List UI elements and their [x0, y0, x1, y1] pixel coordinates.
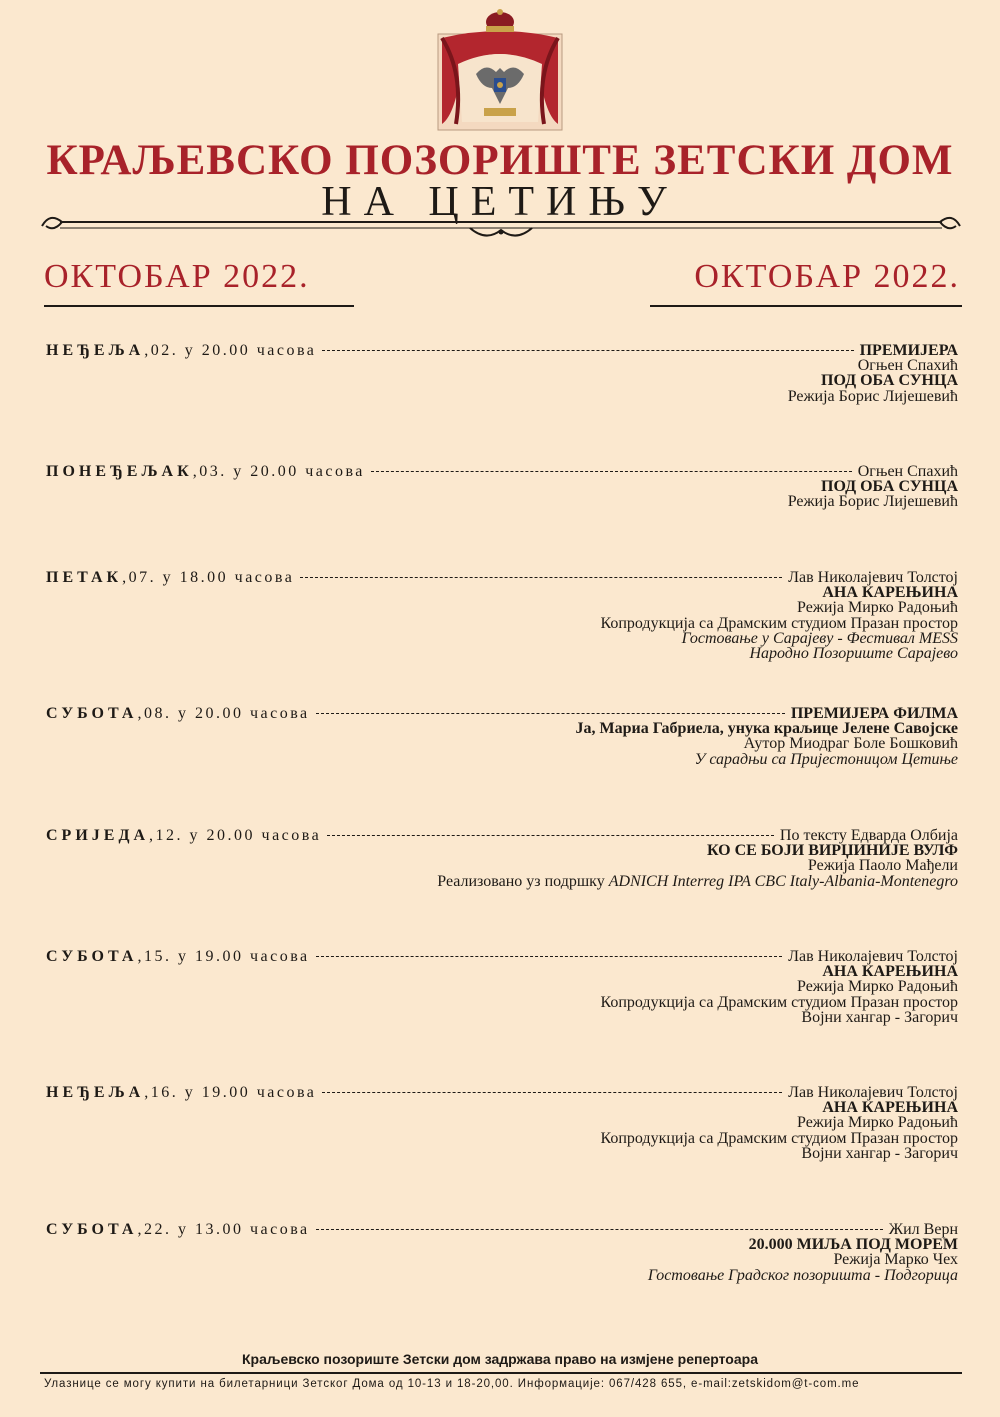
- event-detail: Лав Николајевич Толстој: [788, 1084, 958, 1101]
- event-detail-text: Војни хангар - Загорич: [801, 1008, 958, 1026]
- event-detail: [46, 1268, 958, 1283]
- event-detail: [46, 752, 958, 767]
- event-detail: [46, 964, 958, 979]
- event-first-line: [46, 1222, 958, 1237]
- event-entry: [46, 1085, 958, 1161]
- month-label-left: ОКТОБАР 2022.: [44, 258, 310, 295]
- event-detail-text: Копродукција са Драмским студиом Празан простор: [600, 614, 958, 632]
- event-detail: [46, 1010, 958, 1025]
- event-detail: [46, 736, 958, 751]
- event-date: ,16.: [144, 1084, 179, 1101]
- dotted-leader: [371, 471, 852, 472]
- event-detail: [46, 1252, 958, 1267]
- event-day: СУБОТА: [46, 1221, 138, 1238]
- event-day: ПЕТАК: [46, 569, 123, 586]
- month-label-right: ОКТОБАР 2022.: [694, 258, 960, 295]
- event-detail-text: ПОД ОБА СУНЦА: [821, 372, 958, 390]
- event-day: СУБОТА: [46, 705, 138, 722]
- event-detail-text: АНА КАРЕЊИНА: [822, 584, 958, 602]
- event-detail-text: Режија Борис Лијешевић: [787, 387, 958, 405]
- event-entry: [46, 1222, 958, 1283]
- event-day: НЕЂЕЉА: [46, 342, 145, 359]
- event-time: у 20.00 часова: [183, 827, 322, 844]
- event-date: ,02.: [144, 342, 179, 359]
- event-date: ,07.: [122, 569, 157, 586]
- event-detail: [46, 600, 958, 615]
- event-detail: Огњен Спахић: [857, 463, 958, 480]
- event-date: ,15.: [137, 948, 172, 965]
- month-underline-right: [650, 305, 962, 307]
- event-time: у 20.00 часова: [171, 705, 310, 722]
- event-detail: [46, 979, 958, 994]
- event-detail-text: Режија Паоло Мађели: [807, 857, 958, 875]
- event-detail-text: АНА КАРЕЊИНА: [822, 1099, 958, 1117]
- event-entry: [46, 464, 958, 510]
- event-time: у 19.00 часова: [171, 948, 310, 965]
- event-time: у 20.00 часова: [178, 342, 317, 359]
- event-detail: [46, 616, 958, 631]
- event-detail-text: Огњен Спахић: [857, 357, 958, 375]
- dotted-leader: [316, 1229, 883, 1230]
- event-detail: [46, 373, 958, 388]
- event-day: СУБОТА: [46, 948, 138, 965]
- event-detail-text: Гостовање Градског позоришта - Подгорица: [647, 1266, 958, 1284]
- event-detail: [46, 1146, 958, 1161]
- event-detail: [46, 874, 958, 889]
- event-detail: ПРЕМИЈЕРА: [859, 342, 958, 359]
- month-underline-left: [44, 305, 354, 307]
- event-first-line: [46, 706, 958, 721]
- event-detail: [46, 1100, 958, 1115]
- event-detail: Лав Николајевич Толстој: [788, 569, 958, 586]
- event-detail-text: Режија Мирко Радоњић: [797, 978, 958, 996]
- event-date: ,03.: [192, 463, 227, 480]
- event-detail: ПРЕМИЈЕРА ФИЛМА: [790, 705, 958, 722]
- event-detail-text: 20.000 МИЉА ПОД МОРЕМ: [748, 1236, 958, 1254]
- event-detail: [46, 1131, 958, 1146]
- event-time: у 13.00 часова: [171, 1221, 310, 1238]
- event-first-line: [46, 949, 958, 964]
- dotted-leader: [300, 577, 782, 578]
- event-detail-text: Копродукција са Драмским студиом Празан простор: [600, 1129, 958, 1147]
- event-day: ПОНЕЂЕЉАК: [46, 463, 193, 480]
- dotted-leader: [327, 835, 774, 836]
- event-detail: [46, 1237, 958, 1252]
- event-detail-italic: ADNICH Interreg IPA CBC Italy-Albania-Montenegro: [608, 872, 958, 890]
- event-detail-text: КО СЕ БОЈИ ВИРЏИНИЈЕ ВУЛФ: [706, 842, 958, 860]
- dotted-leader: [322, 1092, 782, 1093]
- event-detail: Лав Николајевич Толстој: [788, 948, 958, 965]
- event-first-line: [46, 1085, 958, 1100]
- event-detail: [46, 494, 958, 509]
- dotted-leader: [316, 956, 783, 957]
- event-detail: [46, 843, 958, 858]
- event-entry: [46, 570, 958, 661]
- event-entry: [46, 706, 958, 767]
- event-detail: Жил Верн: [888, 1221, 958, 1238]
- event-detail-text: Режија Марко Чех: [833, 1251, 958, 1269]
- event-detail-text: Реализовано уз подршку: [437, 872, 609, 890]
- event-detail-text: Режија Мирко Радоњић: [797, 599, 958, 617]
- footer-info: Улазнице се могу купити на билетарници Зетског Дома од 10-13 и 18-20,00. Информације: 067/428 655, e-mail:zetskidom@t-com.me: [44, 1378, 860, 1390]
- event-first-line: [46, 828, 958, 843]
- footer-divider: [40, 1372, 962, 1374]
- event-detail-text: Режија Мирко Радоњић: [797, 1114, 958, 1132]
- event-detail: [46, 721, 958, 736]
- event-detail-text: У сарадњи са Пријестоницом Цетиње: [694, 750, 958, 768]
- event-first-line: [46, 464, 958, 479]
- event-time: у 20.00 часова: [226, 463, 365, 480]
- event-detail: [46, 631, 958, 646]
- event-detail-text: Војни хангар - Загорич: [801, 1144, 958, 1162]
- theatre-subtitle: НА ЦЕТИЊУ: [321, 179, 679, 225]
- footer-note: Краљевско позориште Зетски дом задржава право на измјене репертоара: [242, 1351, 758, 1367]
- event-entry: [46, 828, 958, 889]
- event-detail: [46, 479, 958, 494]
- event-time: у 18.00 часова: [156, 569, 295, 586]
- event-detail: [46, 1115, 958, 1130]
- royal-crest-icon: [434, 4, 566, 132]
- event-day: СРИЈЕДА: [46, 827, 150, 844]
- event-detail: По тексту Едварда Олбија: [779, 827, 958, 844]
- event-date: ,12.: [149, 827, 184, 844]
- event-detail-text: Копродукција са Драмским студиом Празан простор: [600, 993, 958, 1011]
- event-first-line: [46, 570, 958, 585]
- event-detail: [46, 389, 958, 404]
- event-detail-text: Гостовање у Сарајеву - Фестивал MESS: [681, 629, 958, 647]
- event-detail-text: Режија Борис Лијешевић: [787, 493, 958, 511]
- event-first-line: [46, 343, 958, 358]
- event-date: ,22.: [137, 1221, 172, 1238]
- event-detail-text: АНА КАРЕЊИНА: [822, 963, 958, 981]
- event-detail: [46, 646, 958, 661]
- event-day: НЕЂЕЉА: [46, 1084, 145, 1101]
- event-detail: [46, 995, 958, 1010]
- dotted-leader: [316, 713, 785, 714]
- dotted-leader: [322, 350, 853, 351]
- theatre-title: КРАЉЕВСКО ПОЗОРИШТЕ ЗЕТСКИ ДОМ: [46, 137, 954, 184]
- event-detail: [46, 358, 958, 373]
- event-detail-text: Народно Позориште Сарајево: [749, 645, 958, 663]
- event-detail-text: Аутор Миодраг Боле Бошковић: [743, 735, 958, 753]
- event-detail: [46, 858, 958, 873]
- event-entry: [46, 949, 958, 1025]
- event-detail: [46, 585, 958, 600]
- ornament-divider: [40, 208, 962, 242]
- event-time: у 19.00 часова: [178, 1084, 317, 1101]
- event-date: ,08.: [137, 705, 172, 722]
- event-detail-text: ПОД ОБА СУНЦА: [821, 478, 958, 496]
- event-detail-text: Ја, Мариа Габриела, унука краљице Јелене Савојске: [575, 720, 958, 738]
- event-entry: [46, 343, 958, 404]
